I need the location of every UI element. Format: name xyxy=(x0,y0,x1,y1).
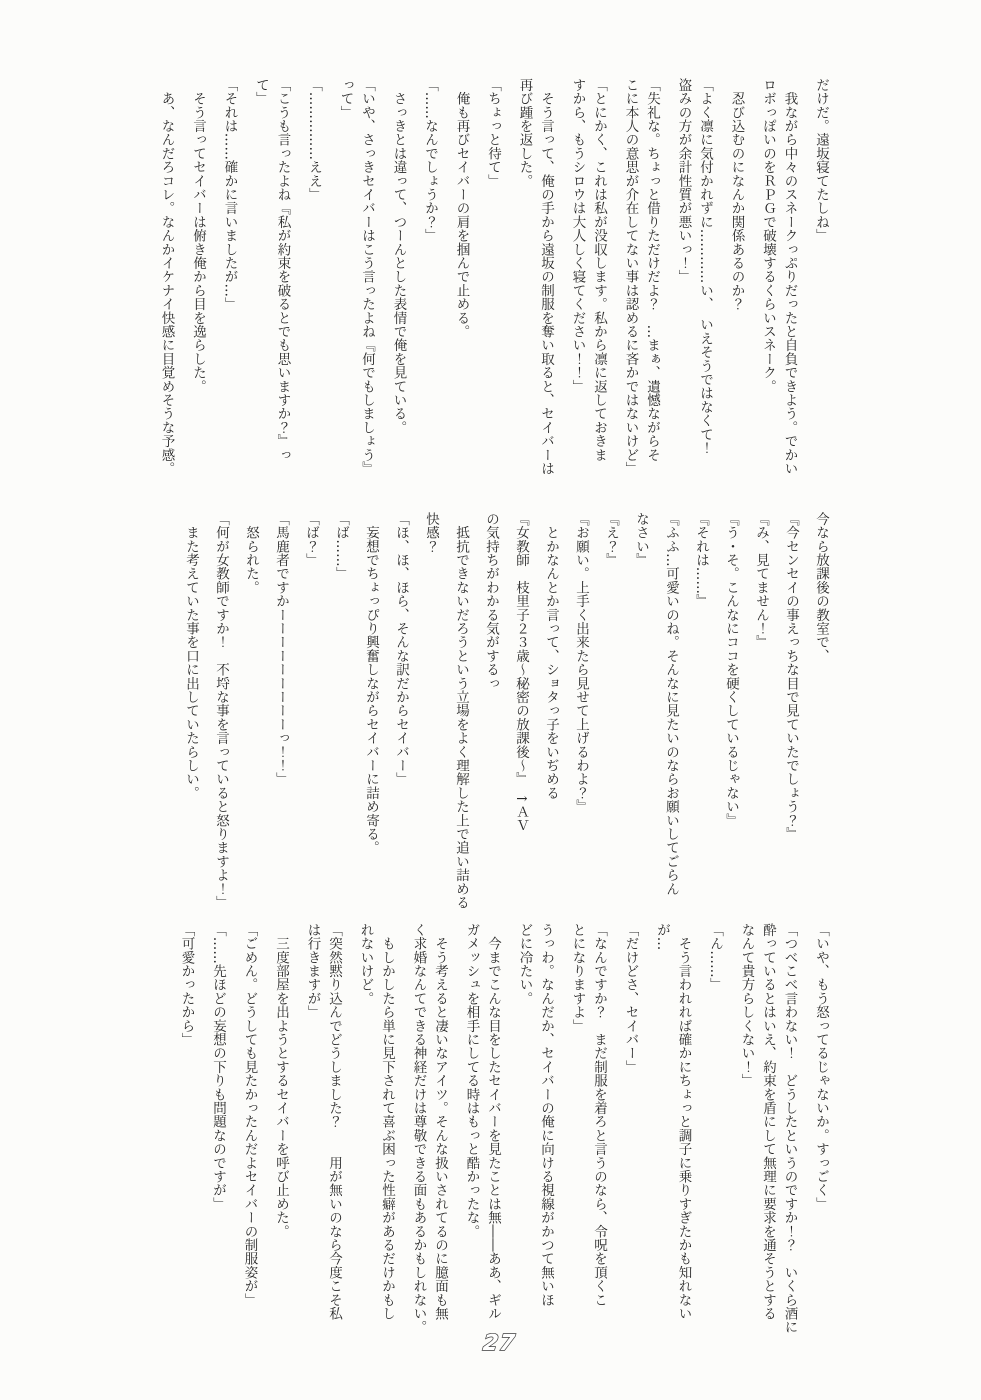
text-line: 『女教師 枝里子２３歳〜秘密の放課後〜』 ↑ＡＶ xyxy=(513,512,529,832)
paragraph xyxy=(480,512,502,908)
text-line: 忍び込むのになんか関係あるのか？ xyxy=(728,78,745,311)
text-line: そう考えると凄いなアイツ。そんな扱いされてるのに臆面も無 xyxy=(432,923,448,1321)
text-line: く求婚なんてできる神経だけは尊敬できる面もあるかもしれない。 xyxy=(410,923,427,1334)
paragraph xyxy=(450,78,472,502)
paragraph xyxy=(301,923,344,1323)
text-line: 酔っているとはいえ、約束を盾にして無理に要求を通そうとする xyxy=(760,923,776,1321)
paragraph xyxy=(510,512,532,908)
text-line: あ、なんだろコレ。なんかイケナイ快感に目覚めそうな予感。 xyxy=(158,78,175,476)
text-line: 『え？』 xyxy=(603,512,619,567)
text-line: 「ん……」 xyxy=(707,923,723,992)
text-band-3 xyxy=(165,923,831,1334)
paragraph xyxy=(566,78,609,502)
paragraph xyxy=(780,512,802,908)
text-line: 『ふふ…可愛いのね。そんなに見たいのならお願いしてごらん xyxy=(663,512,679,896)
text-line: 「ば……」 xyxy=(333,512,349,581)
text-line: て」 xyxy=(253,78,269,106)
text-line: 『今センセイの事えっちな目で見ていたでしょう？』 xyxy=(783,512,799,841)
text-line: 「失礼な。ちょっと借りただけだよ？ …まぁ、遺憾ながらそ xyxy=(644,78,660,462)
paragraph xyxy=(619,78,662,502)
paragraph xyxy=(810,923,832,1323)
text-line: そう言われれば確かにちょっと調子に乗りすぎたかも知れない xyxy=(675,923,692,1321)
paragraph xyxy=(218,78,240,502)
text-line: もしかしたら単に見下されて喜ぶ困った性癖があるだけかもし xyxy=(379,923,395,1321)
text-line: 「こうも言ったよね『私が約束を破るとでも思いますか？』っ xyxy=(274,78,291,462)
paragraph xyxy=(513,78,556,502)
paragraph xyxy=(651,923,694,1323)
text-line: 「それは……確かに言いましたが…」 xyxy=(221,78,238,311)
text-line: 「可愛かったから」 xyxy=(178,923,195,1047)
text-line: 「なんですか？ まだ制服を着ろと言うのなら、令呪を頂くこ xyxy=(591,923,607,1307)
paragraph xyxy=(630,512,652,908)
paragraph xyxy=(175,923,197,1323)
paragraph xyxy=(334,78,377,502)
paragraph xyxy=(810,78,832,502)
text-line: 『み、見てません！』 xyxy=(753,512,769,649)
page-number: 27 xyxy=(481,1331,517,1356)
paragraph xyxy=(450,512,472,908)
text-line: 「……なんでしょうか？」 xyxy=(422,78,438,243)
paragraph xyxy=(300,512,322,908)
text-line: 今なら放課後の教室で、 xyxy=(813,512,829,663)
text-line: 「突然黙り込んでどうしました？ 用が無いのなら今度こそ私 xyxy=(326,923,342,1321)
text-line: 「よく凛に気付かれずに…………い、 いえそうではなくて！ xyxy=(697,78,713,455)
paragraph xyxy=(735,923,800,1334)
paragraph xyxy=(460,923,503,1323)
text-line: 「ごめん。どうしても見たかったんだよセイバーの制服姿が」 xyxy=(241,923,258,1307)
text-line: の気持ちがわかる気がするっ xyxy=(483,512,499,691)
text-line: 『お願い。上手く出来たら見せて上げるわよ？』 xyxy=(573,512,589,814)
text-line: 快感？ xyxy=(423,512,439,554)
paragraph xyxy=(672,78,715,502)
paragraph xyxy=(155,78,177,502)
text-line: 「馬鹿者ですかーーーーーーーーーっ！！」 xyxy=(273,512,289,786)
paragraph xyxy=(810,512,832,908)
text-line: 俺も再びセイバーの肩を掴んで止める。 xyxy=(453,78,470,339)
paragraph xyxy=(187,78,209,502)
paragraph xyxy=(660,512,682,908)
paragraph xyxy=(600,512,622,908)
text-line: 「……先ほどの妄想の下りも問題なのですが」 xyxy=(210,923,226,1211)
text-line: 「ほ、ほ、ほら、そんな訳だからセイバー」 xyxy=(393,512,409,786)
text-line: 再び踵を返した。 xyxy=(516,78,533,188)
text-line: そう言ってセイバーは俯き俺から目を逸らした。 xyxy=(190,78,206,394)
paragraph xyxy=(250,78,293,502)
paragraph xyxy=(354,923,397,1323)
paragraph xyxy=(513,923,556,1323)
text-band-1 xyxy=(145,78,831,502)
text-line: すから、もうシロウは大人しく寝てください！！」 xyxy=(569,78,586,394)
text-line: 「何が女教師ですか！ 不埒な事を言っていると怒りますよ！」 xyxy=(213,512,229,910)
text-line: どに冷たい。 xyxy=(516,923,533,1006)
text-line: 抵抗できないだろうという立場をよく理解した上で追い詰める xyxy=(453,512,469,910)
paragraph xyxy=(540,512,562,908)
paragraph xyxy=(566,923,609,1323)
paragraph xyxy=(360,512,382,908)
text-line: また考えていた事を口に出していたらしい。 xyxy=(183,512,199,800)
text-line: って」 xyxy=(337,78,354,120)
text-band-2 xyxy=(171,512,831,908)
text-line: 妄想でちょっぴり興奮しながらセイバーに詰め寄る。 xyxy=(363,512,379,855)
paragraph xyxy=(725,78,747,502)
paragraph xyxy=(407,923,450,1334)
text-line: 「だけどさ、セイバー」 xyxy=(622,923,639,1074)
paragraph xyxy=(387,78,409,502)
text-line: 「とにかく、これは私が没収します。私から凛に返しておきま xyxy=(591,78,607,462)
text-line: れないけど。 xyxy=(357,923,374,1006)
paragraph xyxy=(270,512,292,908)
paragraph xyxy=(720,512,742,908)
paragraph xyxy=(210,512,232,908)
paragraph xyxy=(330,512,352,908)
paragraph xyxy=(482,78,504,502)
paragraph xyxy=(238,923,260,1323)
text-line: が… xyxy=(654,923,670,951)
text-line: は行きますが」 xyxy=(304,923,321,1019)
text-line: 『それは……』 xyxy=(693,512,709,608)
text-line: 「いや、もう怒ってるじゃないか。すっごく」 xyxy=(813,923,829,1211)
paragraph xyxy=(757,78,800,502)
text-line: そう言って、俺の手から遠坂の制服を奪い取ると、セイバーは xyxy=(538,78,554,476)
paragraph xyxy=(270,923,292,1323)
paragraph xyxy=(619,923,641,1323)
text-line: 『う・そ。こんなにココを硬くしているじゃない』 xyxy=(723,512,739,828)
text-line: 「ば？」 xyxy=(303,512,319,567)
text-line: なんて貴方らしくない！」 xyxy=(738,923,755,1088)
paragraph xyxy=(704,923,726,1323)
paragraph xyxy=(750,512,772,908)
text-line: 「いや、さっきセイバーはこう言ったよね『何でもしましょう』 xyxy=(359,78,375,476)
text-line: ロボっぽいのをＲＰＧで破壊するくらいスネーク。 xyxy=(760,78,776,394)
text-line: 今までこんな目をしたセイバーを見たことは無――ああ、ギル xyxy=(485,923,501,1321)
paragraph xyxy=(690,512,712,908)
paragraph xyxy=(570,512,592,908)
text-line: なさい』 xyxy=(633,512,649,567)
text-line: 三度部屋を出ようとするセイバーを呼び止めた。 xyxy=(273,923,289,1239)
paragraph xyxy=(303,78,325,502)
text-line: とになりますよ」 xyxy=(569,923,586,1033)
paragraph xyxy=(419,78,441,502)
paragraph xyxy=(420,512,442,908)
text-line: 「つべこべ言わない！ どうしたというのですか！？ いくら酒に xyxy=(781,923,798,1334)
paragraph xyxy=(180,512,202,908)
text-line: ガメッシュを相手にしてる時はもっと酷かったな。 xyxy=(463,923,480,1239)
text-line: うっわ。なんだか、セイバーの俺に向ける視線がかつて無いほ xyxy=(538,923,554,1307)
text-line: さっきとは違って、つーんとした表情で俺を見ている。 xyxy=(390,78,407,435)
text-line: 盗みの方が余計性質が悪いっ！」 xyxy=(675,78,692,284)
paragraph xyxy=(390,512,412,908)
paragraph xyxy=(207,923,229,1323)
text-line: 我ながら中々のスネークっぷりだったと自負できよう。でかい xyxy=(781,78,798,476)
text-line: こに本人の意思が介在してない事は認めるに吝かではないけど」 xyxy=(622,78,639,476)
text-line: 「ちょっと待て」 xyxy=(485,78,501,188)
text-line: 「……………ええ」 xyxy=(306,78,322,202)
paragraph xyxy=(240,512,262,908)
text-line: とかなんとか言って、ショタっ子をいぢめる xyxy=(543,512,559,800)
text-line: 怒られた。 xyxy=(243,512,259,595)
text-line: だけだ。遠坂寝てたしね」 xyxy=(813,78,829,243)
